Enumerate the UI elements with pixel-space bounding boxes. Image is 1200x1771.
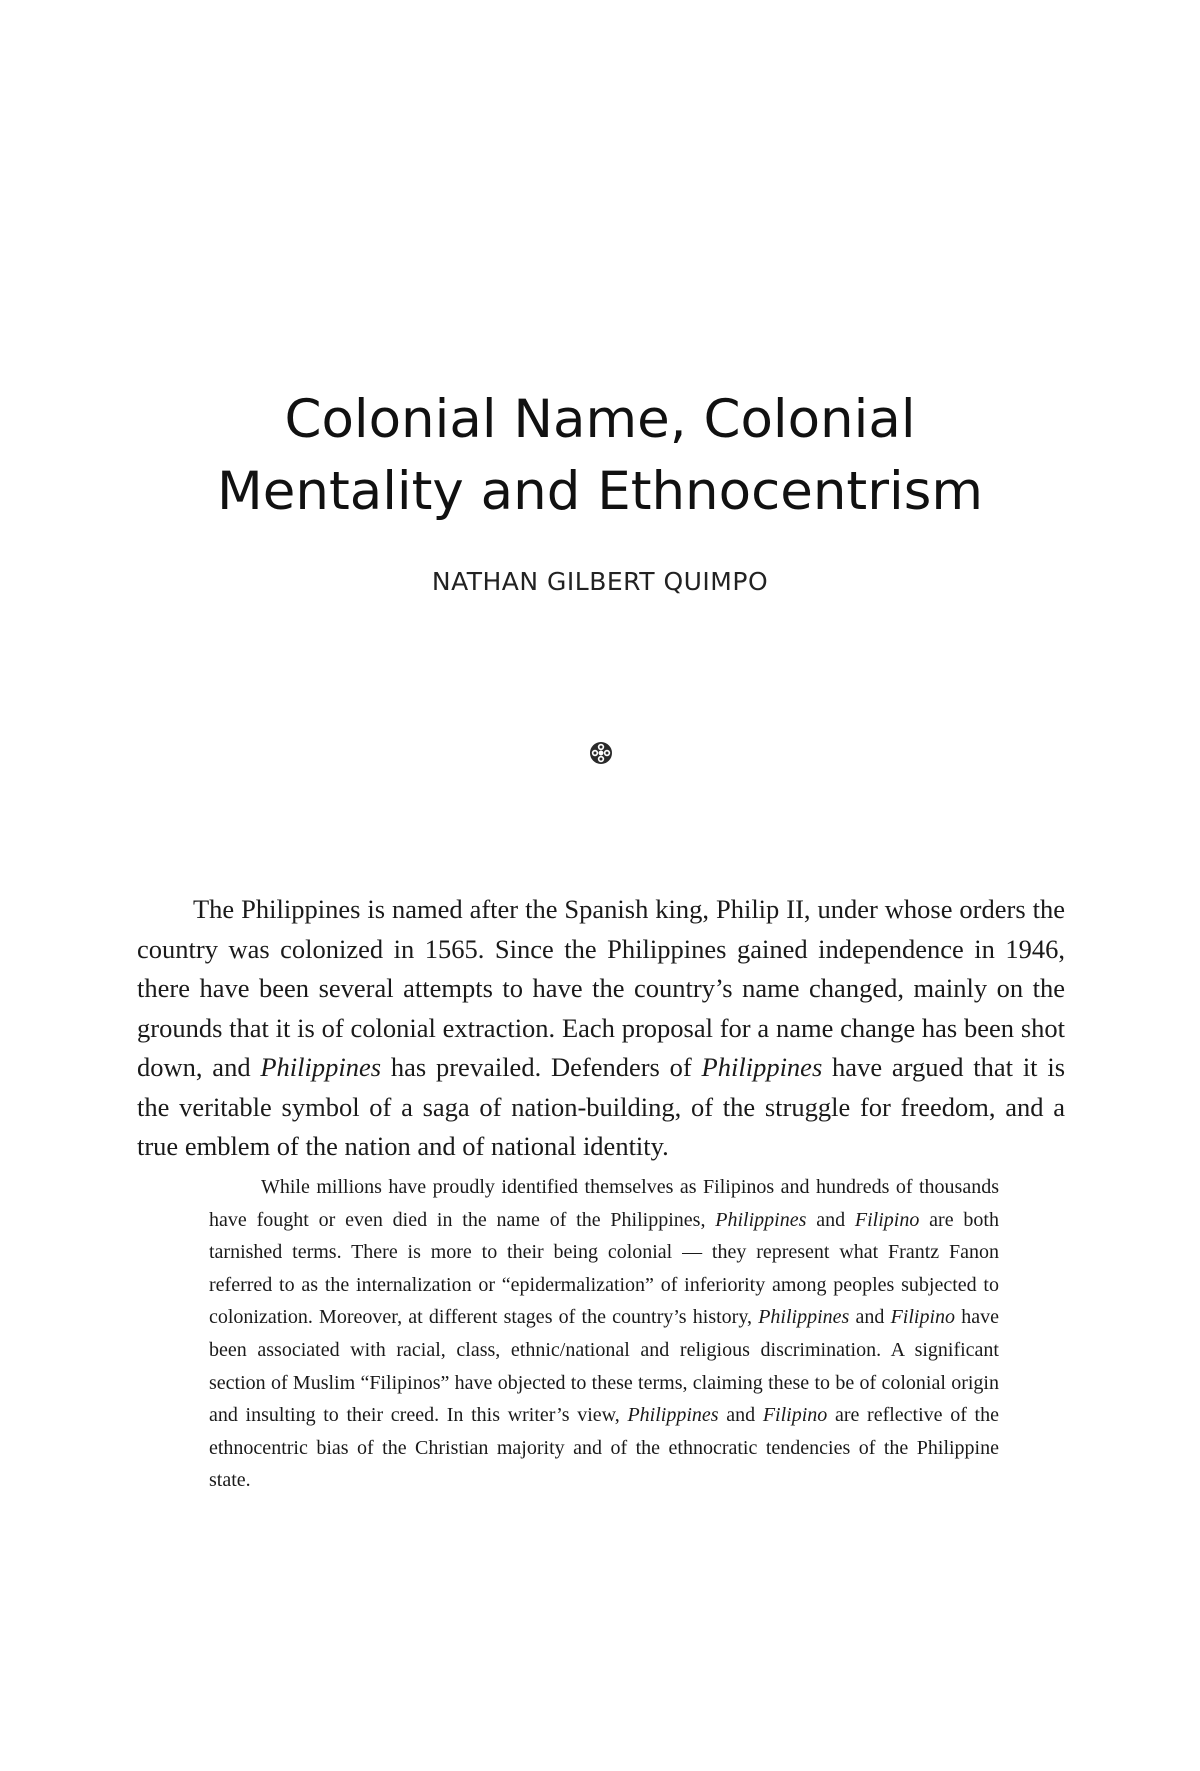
italic-term: Philippines [715, 1208, 807, 1231]
italic-term: Filipino [854, 1208, 920, 1231]
quote-paragraph [209, 1171, 999, 1497]
body-paragraph-block [137, 890, 1065, 1167]
quote-text-run: are both tarnished terms. There is more to their being colonial — they represent what Frantz Fanon referred to as the internalization or “epidermalization” of inferiority among peoples subjected to colonization. Moreover, at different stages of the country’s history, [209, 1208, 999, 1329]
italic-term: Filipino [890, 1306, 956, 1329]
title-line-2: Mentality and Ethnocentrism [217, 461, 983, 522]
quote-text-run: and [806, 1208, 855, 1231]
body-text-run: has prevailed. Defenders of [381, 1052, 702, 1082]
body-text-run: The Philippines is named after the Spanish king, Philip II, under whose orders the country was colonized in 1565. Since the Philippines gained independence in 1946, there have been several attempts to have the country’s name changed, mainly on the grounds that it is of colonial extraction. Each proposal for a name change has been shot down, and [137, 894, 1065, 1082]
quote-text-run: and [849, 1306, 891, 1329]
title-line-1: Colonial Name, Colonial [284, 389, 916, 450]
quote-text-run: While millions have proudly identified themselves as Filipinos and hundreds of thousands have fought or even died in the name of the Philippines, [209, 1176, 999, 1231]
body-paragraph [137, 890, 1065, 1167]
floral-ornament-icon [588, 740, 614, 766]
italic-term: Philippines [701, 1052, 823, 1082]
italic-term: Philippines [758, 1306, 850, 1329]
italic-term: Philippines [627, 1404, 719, 1427]
italic-term: Philippines [260, 1052, 382, 1082]
body-text-run: have argued that it is the veritable symbol of a saga of nation-building, of the struggle for freedom, and a true emblem of the nation and of national identity. [137, 1052, 1066, 1161]
block-quote [209, 1171, 999, 1497]
quote-text-run: and [718, 1404, 763, 1427]
article-title [100, 384, 1100, 528]
quote-text-run: are reflective of the ethnocentric bias of the Christian majority and of the ethnocratic tendencies of the Philippine state. [209, 1404, 999, 1492]
quote-text-run: have been associated with racial, class, ethnic/national and religious discrimination. A significant section of Muslim “Filipinos” have objected to these terms, claiming these to be of colonial origin and insulting to their creed. In this writer’s view, [209, 1306, 999, 1427]
author-name: NATHAN GILBERT QUIMPO [431, 567, 769, 596]
italic-term: Filipino [762, 1404, 828, 1427]
